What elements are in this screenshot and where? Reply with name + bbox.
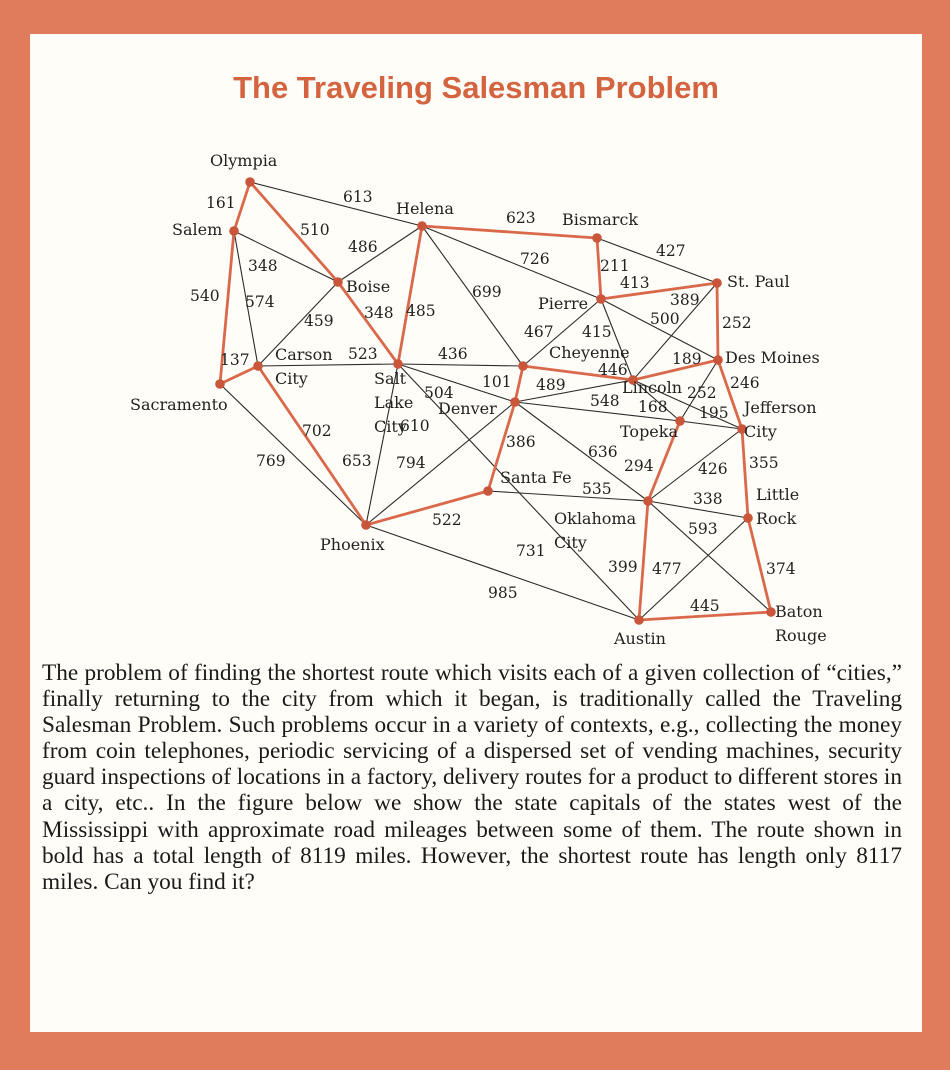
mileage-label: 415	[582, 323, 612, 341]
mileage-label: 794	[396, 454, 426, 472]
mileage-label: 702	[302, 422, 332, 440]
tsp-network-diagram	[30, 34, 922, 654]
city-label-boise: Boise	[346, 277, 391, 296]
city-label-desmoines: Des Moines	[725, 348, 820, 367]
road-edge	[366, 364, 398, 525]
mileage-label: 510	[300, 221, 330, 239]
mileage-label: 348	[248, 257, 278, 275]
mileage-label: 355	[749, 454, 779, 472]
mileage-label: 623	[506, 209, 536, 227]
mileage-label: 477	[652, 560, 682, 578]
city-label-carson: Carson City	[275, 345, 333, 388]
mileage-label: 500	[650, 310, 680, 328]
mileage-label: 374	[766, 560, 796, 578]
city-node	[712, 278, 722, 288]
mileage-label: 137	[220, 351, 250, 369]
city-node	[510, 397, 520, 407]
mileage-label: 246	[730, 374, 760, 392]
mileage-label: 535	[582, 480, 612, 498]
mileage-label: 161	[206, 194, 236, 212]
mileage-label: 436	[438, 345, 468, 363]
city-label-bismarck: Bismarck	[562, 210, 639, 229]
city-label-batonrouge: Baton Rouge	[775, 602, 827, 645]
mileage-label: 610	[400, 417, 430, 435]
mileage-label: 446	[598, 361, 628, 379]
mileage-label: 522	[432, 511, 462, 529]
mileage-label: 427	[656, 242, 686, 260]
city-node	[743, 513, 753, 523]
route-edge	[601, 283, 717, 299]
road-edge	[398, 364, 523, 366]
mileage-label: 523	[348, 345, 378, 363]
city-label-salem: Salem	[172, 220, 223, 239]
city-label-stpaul: St. Paul	[727, 272, 790, 291]
mileage-label: 168	[638, 398, 668, 416]
city-label-topeka: Topeka	[620, 422, 679, 441]
mileage-label: 485	[406, 302, 436, 320]
mileage-label: 613	[343, 188, 373, 206]
mileage-label: 101	[482, 373, 512, 391]
city-node	[483, 486, 493, 496]
mileage-label: 467	[524, 323, 554, 341]
city-label-lincoln: Lincoln	[622, 378, 683, 397]
city-node	[417, 221, 427, 231]
mileage-label: 348	[364, 304, 394, 322]
route-edge	[515, 366, 523, 402]
mileage-label: 593	[688, 520, 718, 538]
city-label-olympia: Olympia	[210, 151, 278, 170]
mileage-label: 985	[488, 584, 518, 602]
mileage-label: 504	[424, 384, 454, 402]
mileage-label: 726	[520, 250, 550, 268]
city-node	[361, 520, 371, 530]
city-label-sacramento: Sacramento	[130, 395, 228, 414]
mileage-label: 548	[590, 392, 620, 410]
city-node	[518, 361, 528, 371]
mileage-label: 489	[536, 376, 566, 394]
city-node	[245, 177, 255, 187]
route-edge	[366, 491, 488, 525]
mileage-label: 211	[600, 257, 630, 275]
city-node	[592, 233, 602, 243]
description-paragraph: The problem of finding the shortest route which visits each of a given collection of “cities,” finally returning to the city from which it began, is traditionally called the Traveling Salesman Problem. Such problems occur in a variety of contexts, e.g., collecting the money from coin telephones, periodic servicing of a dispersed set of vending machines, security guard inspections of locations in a factory, delivery routes for a product to different stores in a city, etc.. In the figure below we show the state capitals of the states west of the Mississippi with approximate road mileages between some of them. The route shown in bold has a total length of 8119 miles. However, the shortest route has length only 8117 miles. Can you find it?	[42, 660, 902, 895]
city-label-santafe: Santa Fe	[500, 468, 572, 487]
city-node	[596, 294, 606, 304]
city-label-phoenix: Phoenix	[320, 535, 385, 554]
figure-title: The Traveling Salesman Problem	[233, 70, 719, 105]
city-node	[643, 496, 653, 506]
city-label-littlerock: Little Rock	[756, 485, 800, 528]
mileage-label: 389	[670, 291, 700, 309]
mileage-label: 486	[348, 238, 378, 256]
road-edge	[258, 364, 398, 366]
mileage-label: 699	[472, 283, 502, 301]
city-node	[393, 359, 403, 369]
city-label-helena: Helena	[396, 199, 454, 218]
road-edge	[488, 491, 648, 501]
city-node	[634, 615, 644, 625]
city-label-austin: Austin	[614, 629, 666, 648]
city-node	[215, 379, 225, 389]
mileage-label: 426	[698, 460, 728, 478]
route-edge	[742, 429, 748, 518]
route-edge	[234, 182, 250, 231]
city-node	[229, 226, 239, 236]
mileage-label: 195	[699, 404, 729, 422]
mileage-label: 731	[516, 542, 546, 560]
mileage-label: 459	[304, 312, 334, 330]
mileage-label: 769	[256, 452, 286, 470]
mileage-label: 252	[722, 314, 752, 332]
city-label-denver: Denver	[438, 399, 497, 418]
city-label-saltlake: Salt Lake City	[374, 369, 414, 436]
mileage-label: 399	[608, 558, 638, 576]
city-label-jefferson: Jefferson City	[744, 398, 817, 441]
mileage-label: 574	[245, 293, 275, 311]
figure-card	[30, 34, 922, 1032]
mileage-label: 338	[693, 490, 723, 508]
city-label-oklahoma: Oklahoma City	[554, 509, 637, 552]
mileage-label: 386	[506, 433, 536, 451]
city-node	[253, 361, 263, 371]
route-edge	[639, 501, 648, 620]
mileage-label: 653	[342, 452, 372, 470]
route-edge	[717, 283, 718, 360]
route-edge	[258, 366, 366, 525]
city-label-cheyenne: Cheyenne	[549, 343, 630, 362]
mileage-label: 540	[190, 287, 220, 305]
mileage-label: 252	[687, 384, 717, 402]
city-node	[333, 277, 343, 287]
mileage-label: 189	[672, 350, 702, 368]
city-node	[713, 355, 723, 365]
route-edge	[398, 226, 422, 364]
mileage-label: 294	[624, 457, 654, 475]
city-label-pierre: Pierre	[538, 294, 589, 313]
mileage-label: 636	[588, 443, 618, 461]
mileage-label: 445	[690, 597, 720, 615]
mileage-label: 413	[620, 274, 650, 292]
road-edge	[366, 525, 639, 620]
